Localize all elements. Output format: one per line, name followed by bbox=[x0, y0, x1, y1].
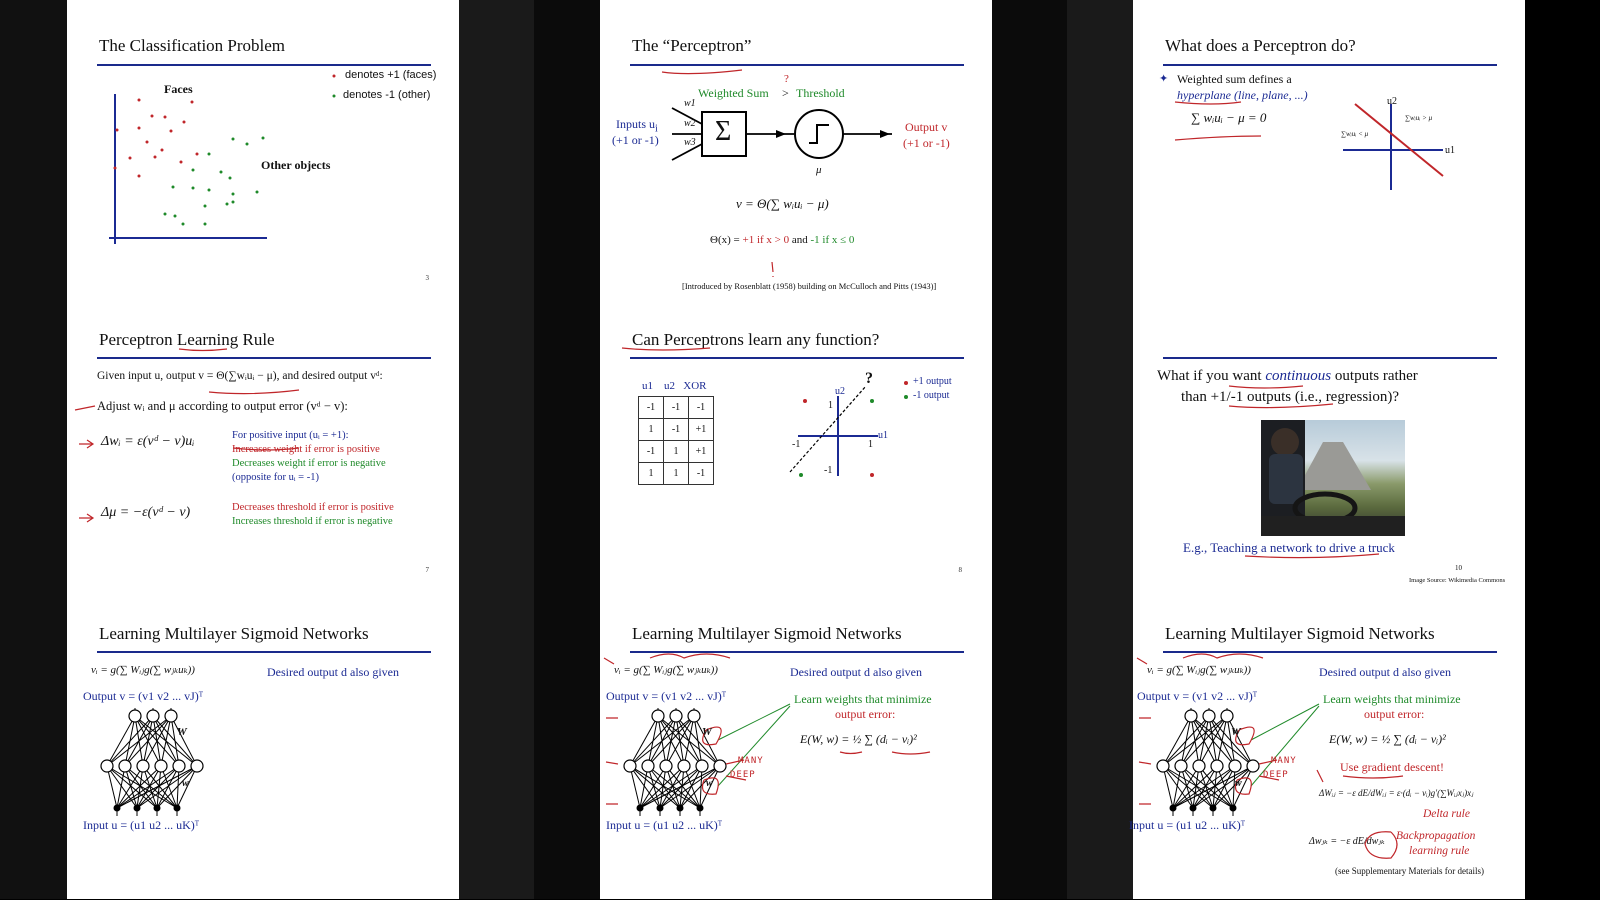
legend-positive: +1 output bbox=[913, 376, 952, 387]
slide-title: Can Perceptrons learn any function? bbox=[632, 330, 880, 349]
network-diagram bbox=[97, 708, 207, 818]
slide-column-3 bbox=[1129, 0, 1525, 899]
desired-output: Desired output d also given bbox=[790, 665, 922, 679]
legend-negative: -1 output bbox=[913, 390, 950, 401]
error-equation: E(W, w) = ½ ∑ (dᵢ − vᵢ)² bbox=[1329, 732, 1446, 746]
title-rule bbox=[97, 651, 431, 653]
w3-label: w3 bbox=[684, 137, 696, 148]
slide-what-does bbox=[1133, 0, 1525, 300]
other-points bbox=[164, 137, 265, 226]
backprop-label-line1: Backpropagation bbox=[1396, 830, 1476, 842]
mu-label: μ bbox=[816, 164, 822, 176]
label-w: w bbox=[182, 778, 189, 789]
frame-strip-mid-1b bbox=[459, 0, 534, 899]
network-node bbox=[155, 760, 167, 772]
citation: [Introduced by Rosenblatt (1958) building on McCulloch and Pitts (1943)] bbox=[682, 281, 937, 291]
bullet-icon: ✦ bbox=[1159, 73, 1169, 85]
backprop-equation: Δwⱼₖ = −ε dE/dwⱼₖ bbox=[1309, 836, 1385, 847]
tick-y-1: 1 bbox=[828, 400, 833, 411]
network-node bbox=[137, 760, 149, 772]
v-equation: v = Θ(∑ wᵢuᵢ − μ) bbox=[736, 196, 829, 211]
decrease-weight-note: Decreases weight if error is negative bbox=[232, 458, 386, 469]
legend-pos-dot bbox=[333, 75, 336, 78]
network-node bbox=[129, 710, 141, 722]
delta-rule-equation: ΔWᵢⱼ = −ε dE/dWᵢⱼ = ε·(dᵢ − vᵢ)g′(∑Wᵢⱼxⱼ)xⱼ bbox=[1319, 788, 1474, 798]
hyperplane-plot bbox=[1133, 0, 1525, 300]
label-faces: Faces bbox=[164, 82, 193, 96]
slide-classification bbox=[67, 0, 459, 300]
slide-multilayer-3 bbox=[1129, 600, 1525, 900]
w2-label: w2 bbox=[684, 118, 696, 129]
tick-x-1: 1 bbox=[868, 439, 873, 450]
faces-points bbox=[114, 99, 199, 178]
input-vector: Input u = (u1 u2 ... uK)ᵀ bbox=[606, 818, 723, 832]
continuous-question-line1: What if you want continuous outputs rather bbox=[1157, 368, 1418, 384]
slide-continuous bbox=[1133, 300, 1525, 600]
image-source: Image Source: Wikimedia Commons bbox=[1409, 577, 1506, 584]
increase-weight-note: Increases weight if error is positive bbox=[232, 444, 380, 455]
positive-input-note: For positive input (uᵢ = +1): bbox=[232, 430, 349, 441]
xor-plot bbox=[600, 300, 992, 600]
output-vector: Output v = (v1 v2 ... vJ)ᵀ bbox=[1137, 689, 1258, 703]
inputs-range: (+1 or -1) bbox=[612, 133, 659, 147]
output-vector: Output v = (v1 v2 ... vJ)ᵀ bbox=[606, 689, 727, 703]
desired-output: Desired output d also given bbox=[267, 665, 399, 679]
weighted-sum-label: Weighted Sum bbox=[698, 86, 769, 100]
threshold-label: Threshold bbox=[796, 86, 845, 100]
w1-label: w1 bbox=[684, 98, 696, 109]
table-row: 1 -1 +1 bbox=[639, 419, 714, 441]
xor-header: u1 u2 XOR bbox=[642, 380, 707, 392]
slide-title: Learning Multilayer Sigmoid Networks bbox=[99, 624, 369, 643]
legend-neg-dot bbox=[333, 95, 336, 98]
axis-u2: u2 bbox=[1387, 96, 1397, 107]
given-input-text: Given input u, output v = Θ(∑wᵢuᵢ − μ), and desired output vᵈ: bbox=[97, 370, 383, 382]
output-vector: Output v = (v1 v2 ... vJ)ᵀ bbox=[83, 689, 204, 703]
learn-weights-line1: Learn weights that minimize bbox=[794, 692, 932, 706]
network-node bbox=[191, 760, 203, 772]
weighted-sum-text: Weighted sum defines a bbox=[1177, 72, 1292, 86]
table-row: -1 -1 -1 bbox=[639, 397, 714, 419]
frame-strip-right bbox=[1525, 0, 1600, 899]
caption-underline bbox=[1133, 300, 1525, 600]
slide-title: The Classification Problem bbox=[99, 36, 286, 55]
delta-w-equation: Δwᵢ = ε(vᵈ − v)uᵢ bbox=[101, 434, 195, 449]
network-node bbox=[101, 760, 113, 772]
sigma-symbol: Σ bbox=[715, 116, 732, 147]
table-row: -1 1 +1 bbox=[639, 441, 714, 463]
network-node bbox=[165, 710, 177, 722]
greater-than: > bbox=[782, 86, 789, 100]
classification-scatter bbox=[67, 0, 459, 300]
legend-positive: denotes +1 (faces) bbox=[345, 69, 437, 81]
deep-annotation: DEEP bbox=[1263, 770, 1289, 780]
output-equation: vᵢ = g(∑ Wᵢⱼg(∑ wⱼₖuₖ)) bbox=[614, 664, 718, 676]
page-number: 3 bbox=[425, 274, 429, 282]
table-row: 1 1 -1 bbox=[639, 463, 714, 485]
learn-weights-line1: Learn weights that minimize bbox=[1323, 692, 1461, 706]
delta-mu-equation: Δμ = −ε(vᵈ − v) bbox=[101, 505, 191, 520]
slide-column-2 bbox=[600, 0, 992, 899]
supplementary-note: (see Supplementary Materials for details) bbox=[1335, 866, 1484, 876]
output-equation: vᵢ = g(∑ Wᵢⱼg(∑ wⱼₖuₖ)) bbox=[1147, 664, 1251, 676]
label-W: W bbox=[1231, 726, 1241, 738]
many-annotation: MANY bbox=[738, 756, 764, 766]
network-node bbox=[147, 710, 159, 722]
tick-x-neg1: -1 bbox=[792, 439, 801, 450]
delta-rule-label: Delta rule bbox=[1423, 808, 1470, 820]
many-annotation: MANY bbox=[1271, 756, 1297, 766]
decrease-threshold-note: Decreases threshold if error is positive bbox=[232, 502, 394, 513]
inputs-label: Inputs $u_i$ bbox=[616, 117, 658, 135]
label-w: w bbox=[706, 778, 713, 789]
page-number: 10 bbox=[1455, 564, 1462, 572]
annotation-ink bbox=[600, 600, 992, 900]
label-W: W bbox=[177, 726, 187, 738]
input-vector: Input u = (u1 u2 ... uK)ᵀ bbox=[83, 818, 200, 832]
legend-negative: denotes -1 (other) bbox=[343, 89, 431, 101]
page-number: 7 bbox=[425, 566, 429, 574]
slide-title: Perceptron Learning Rule bbox=[99, 330, 275, 349]
frame-strip-left bbox=[0, 0, 67, 899]
slide-title: Learning Multilayer Sigmoid Networks bbox=[1165, 624, 1435, 643]
slide-title: Learning Multilayer Sigmoid Networks bbox=[632, 624, 902, 643]
learn-weights-line2: output error: bbox=[1364, 707, 1425, 721]
deep-annotation: DEEP bbox=[730, 770, 756, 780]
slide-learning-rule bbox=[67, 300, 459, 600]
gradient-descent: Use gradient descent! bbox=[1340, 760, 1444, 774]
label-other-objects: Other objects bbox=[261, 158, 331, 172]
output-label: Output v bbox=[905, 120, 948, 134]
perceptron-diagram bbox=[600, 0, 992, 300]
region-less: ∑wᵢuᵢ < μ bbox=[1341, 130, 1369, 138]
slide-can-learn bbox=[600, 300, 992, 600]
slide-multilayer-1 bbox=[67, 600, 459, 900]
opposite-note: (opposite for uᵢ = -1) bbox=[232, 472, 319, 483]
label-w: w bbox=[1235, 778, 1242, 789]
axis-u1: u1 bbox=[878, 430, 888, 441]
slide-perceptron bbox=[600, 0, 992, 300]
network-node bbox=[119, 760, 131, 772]
slide-title: What does a Perceptron do? bbox=[1165, 36, 1356, 55]
truck-caption: E.g., Teaching a network to drive a truck bbox=[1183, 540, 1395, 555]
tick-y-neg1: -1 bbox=[824, 465, 833, 476]
label-W: W bbox=[702, 726, 712, 738]
slide-title: The “Perceptron” bbox=[632, 36, 752, 55]
input-vector: Input u = (u1 u2 ... uK)ᵀ bbox=[1129, 818, 1246, 832]
hyperplane-equation: ∑ wᵢuᵢ − μ = 0 bbox=[1191, 110, 1267, 125]
question-mark: ? bbox=[865, 370, 873, 387]
slide-multilayer-2 bbox=[600, 600, 992, 900]
increase-threshold-note: Increases threshold if error is negative bbox=[232, 516, 393, 527]
output-equation: vᵢ = g(∑ Wᵢⱼg(∑ wⱼₖuₖ)) bbox=[91, 664, 195, 676]
error-equation: E(W, w) = ½ ∑ (dᵢ − vᵢ)² bbox=[800, 732, 917, 746]
learn-weights-line2: output error: bbox=[835, 707, 896, 721]
region-greater: ∑wᵢuᵢ > μ bbox=[1405, 114, 1433, 122]
question-mark: ? bbox=[784, 73, 789, 85]
frame-strip-mid-2b bbox=[1067, 0, 1133, 899]
page-number: 8 bbox=[958, 566, 962, 574]
network-node bbox=[173, 760, 185, 772]
backprop-label-line2: learning rule bbox=[1409, 845, 1470, 857]
annotation-ink bbox=[1133, 600, 1525, 900]
adjust-text: Adjust wᵢ and μ according to output error (vᵈ − v): bbox=[97, 399, 348, 413]
axis-u1: u1 bbox=[1445, 145, 1455, 156]
axis-u2: u2 bbox=[835, 386, 845, 397]
hyperplane-text: hyperplane (line, plane, ...) bbox=[1177, 88, 1308, 102]
output-range: (+1 or -1) bbox=[903, 136, 950, 150]
slide-column-1 bbox=[67, 0, 459, 899]
theta-definition: Θ(x) = +1 if x > 0 and -1 if x ≤ 0 bbox=[710, 234, 855, 246]
continuous-question-line2: than +1/-1 outputs (i.e., regression)? bbox=[1181, 389, 1399, 405]
desired-output: Desired output d also given bbox=[1319, 665, 1451, 679]
